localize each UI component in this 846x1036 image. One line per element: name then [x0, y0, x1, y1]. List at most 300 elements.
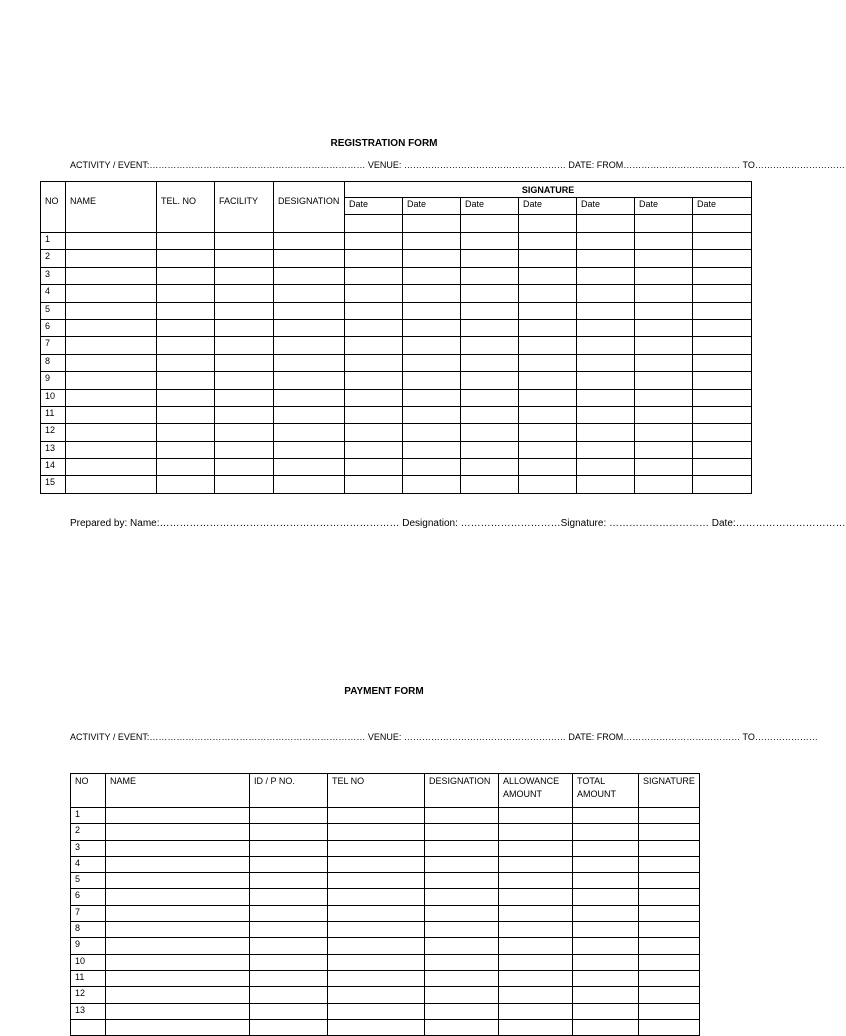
table-cell[interactable]	[635, 302, 693, 319]
signature-blank-cell[interactable]	[577, 215, 635, 233]
table-cell[interactable]	[693, 250, 752, 267]
table-cell[interactable]	[635, 337, 693, 354]
table-cell[interactable]	[250, 905, 328, 921]
table-cell[interactable]	[635, 441, 693, 458]
date-subheader: Date	[519, 198, 577, 215]
table-cell[interactable]	[274, 233, 345, 250]
table-cell[interactable]	[403, 459, 461, 476]
table-cell[interactable]	[106, 905, 250, 921]
table-cell[interactable]	[274, 319, 345, 336]
table-cell[interactable]	[250, 856, 328, 872]
table-cell[interactable]	[106, 856, 250, 872]
table-cell[interactable]	[461, 319, 519, 336]
table-cell[interactable]	[519, 389, 577, 406]
payment-table	[70, 773, 700, 1036]
table-cell[interactable]	[274, 459, 345, 476]
table-cell[interactable]	[157, 337, 215, 354]
table-cell[interactable]	[215, 441, 274, 458]
table-cell[interactable]	[157, 406, 215, 423]
table-cell[interactable]	[693, 406, 752, 423]
table-cell[interactable]	[328, 856, 425, 872]
registration-info-line: ACTIVITY / EVENT:……………………………………………………………… VENUE: ……………………………………………… DATE: FROM………………………………… TO…………………………	[70, 160, 845, 170]
table-cell[interactable]	[577, 389, 635, 406]
table-cell[interactable]	[635, 250, 693, 267]
table-cell[interactable]	[215, 337, 274, 354]
signature-blank-cell[interactable]	[461, 215, 519, 233]
row-number: 12	[41, 424, 66, 441]
pay-col-total-header: TOTAL AMOUNT	[573, 774, 639, 808]
table-cell[interactable]	[693, 441, 752, 458]
table-cell[interactable]	[499, 856, 573, 872]
table-cell[interactable]	[499, 889, 573, 905]
table-cell[interactable]	[66, 354, 157, 371]
table-cell[interactable]	[693, 233, 752, 250]
table-cell[interactable]	[215, 250, 274, 267]
table-cell[interactable]	[499, 1019, 573, 1035]
table-cell[interactable]	[345, 406, 403, 423]
pay-col-no-header: NO	[71, 774, 106, 808]
signature-blank-cell[interactable]	[345, 215, 403, 233]
table-cell[interactable]	[345, 285, 403, 302]
table-cell[interactable]	[639, 889, 700, 905]
table-cell[interactable]	[250, 938, 328, 954]
row-number: 12	[71, 987, 106, 1003]
table-cell[interactable]	[328, 1019, 425, 1035]
table-cell[interactable]	[519, 354, 577, 371]
table-cell[interactable]	[577, 267, 635, 284]
table-cell[interactable]	[328, 987, 425, 1003]
table-cell[interactable]	[425, 856, 499, 872]
table-row	[71, 873, 700, 889]
table-cell[interactable]	[639, 954, 700, 970]
table-cell[interactable]	[693, 337, 752, 354]
table-cell[interactable]	[215, 285, 274, 302]
table-cell[interactable]	[403, 406, 461, 423]
table-cell[interactable]	[215, 424, 274, 441]
table-cell[interactable]	[425, 987, 499, 1003]
table-cell[interactable]	[106, 1003, 250, 1019]
table-cell[interactable]	[66, 441, 157, 458]
table-cell[interactable]	[635, 406, 693, 423]
table-cell[interactable]	[573, 938, 639, 954]
table-cell[interactable]	[573, 856, 639, 872]
table-cell[interactable]	[215, 267, 274, 284]
registration-title: REGISTRATION FORM	[330, 138, 438, 149]
table-cell[interactable]	[425, 905, 499, 921]
table-cell[interactable]	[106, 1019, 250, 1035]
table-cell[interactable]	[635, 424, 693, 441]
table-cell[interactable]	[250, 954, 328, 970]
table-cell[interactable]	[274, 302, 345, 319]
table-row	[71, 938, 700, 954]
table-cell[interactable]	[639, 840, 700, 856]
table-cell[interactable]	[635, 233, 693, 250]
table-cell[interactable]	[215, 319, 274, 336]
table-cell[interactable]	[345, 337, 403, 354]
table-cell[interactable]	[345, 319, 403, 336]
table-cell[interactable]	[425, 824, 499, 840]
row-number: 7	[41, 337, 66, 354]
table-cell[interactable]	[499, 808, 573, 824]
table-cell[interactable]	[519, 302, 577, 319]
pay-col-name-header: NAME	[106, 774, 250, 808]
row-number: 9	[41, 372, 66, 389]
table-cell[interactable]	[425, 970, 499, 986]
table-cell[interactable]	[274, 389, 345, 406]
table-cell[interactable]	[693, 424, 752, 441]
signature-blank-cell[interactable]	[693, 215, 752, 233]
table-cell[interactable]	[157, 285, 215, 302]
table-cell[interactable]	[693, 302, 752, 319]
table-cell[interactable]	[693, 476, 752, 493]
table-cell[interactable]	[403, 267, 461, 284]
table-cell[interactable]	[577, 476, 635, 493]
table-cell[interactable]	[274, 337, 345, 354]
table-cell[interactable]	[157, 459, 215, 476]
table-cell[interactable]	[425, 922, 499, 938]
table-cell[interactable]	[519, 267, 577, 284]
table-cell[interactable]	[573, 840, 639, 856]
table-cell[interactable]	[274, 250, 345, 267]
table-cell[interactable]	[573, 824, 639, 840]
table-cell[interactable]	[693, 459, 752, 476]
table-cell[interactable]	[215, 354, 274, 371]
table-cell[interactable]	[250, 1019, 328, 1035]
table-cell[interactable]	[274, 372, 345, 389]
table-cell[interactable]	[403, 476, 461, 493]
table-cell[interactable]	[106, 938, 250, 954]
table-cell[interactable]	[157, 319, 215, 336]
table-cell[interactable]	[499, 938, 573, 954]
table-cell[interactable]	[499, 922, 573, 938]
table-cell[interactable]	[635, 459, 693, 476]
table-cell[interactable]	[425, 1003, 499, 1019]
table-cell[interactable]	[639, 873, 700, 889]
table-cell[interactable]	[499, 954, 573, 970]
table-cell[interactable]	[499, 1003, 573, 1019]
signature-blank-cell[interactable]	[635, 215, 693, 233]
table-row	[41, 441, 752, 458]
table-cell[interactable]	[66, 406, 157, 423]
table-cell[interactable]	[345, 267, 403, 284]
table-cell[interactable]	[157, 354, 215, 371]
table-cell[interactable]	[499, 905, 573, 921]
table-cell[interactable]	[519, 441, 577, 458]
table-cell[interactable]	[328, 938, 425, 954]
table-cell[interactable]	[461, 337, 519, 354]
table-cell[interactable]	[274, 424, 345, 441]
table-cell[interactable]	[693, 372, 752, 389]
table-cell[interactable]	[639, 1003, 700, 1019]
table-cell[interactable]	[215, 302, 274, 319]
table-cell[interactable]	[519, 406, 577, 423]
table-cell[interactable]	[635, 389, 693, 406]
table-cell[interactable]	[106, 987, 250, 1003]
table-cell[interactable]	[157, 389, 215, 406]
table-cell[interactable]	[328, 970, 425, 986]
table-cell[interactable]	[345, 302, 403, 319]
table-cell[interactable]	[66, 424, 157, 441]
table-cell[interactable]	[106, 808, 250, 824]
table-cell[interactable]	[635, 319, 693, 336]
table-cell[interactable]	[519, 337, 577, 354]
table-cell[interactable]	[499, 824, 573, 840]
table-row	[71, 922, 700, 938]
table-cell[interactable]	[250, 889, 328, 905]
table-cell[interactable]	[250, 808, 328, 824]
table-cell[interactable]	[66, 459, 157, 476]
table-cell[interactable]	[639, 922, 700, 938]
table-cell[interactable]	[250, 970, 328, 986]
table-cell[interactable]	[499, 987, 573, 1003]
table-cell[interactable]	[577, 354, 635, 371]
table-cell[interactable]	[403, 441, 461, 458]
signature-blank-cell[interactable]	[403, 215, 461, 233]
table-cell[interactable]	[328, 1003, 425, 1019]
table-cell[interactable]	[66, 250, 157, 267]
table-cell[interactable]	[425, 938, 499, 954]
table-cell[interactable]	[635, 354, 693, 371]
payment-title: PAYMENT FORM	[344, 686, 424, 697]
table-cell[interactable]	[345, 389, 403, 406]
table-cell[interactable]	[250, 1003, 328, 1019]
table-cell[interactable]	[693, 319, 752, 336]
table-cell[interactable]	[66, 233, 157, 250]
table-row	[41, 459, 752, 476]
table-cell[interactable]	[66, 337, 157, 354]
table-cell[interactable]	[106, 873, 250, 889]
table-cell[interactable]	[106, 889, 250, 905]
table-cell[interactable]	[635, 285, 693, 302]
table-cell[interactable]	[66, 372, 157, 389]
table-cell[interactable]	[157, 302, 215, 319]
table-cell[interactable]	[639, 938, 700, 954]
table-cell[interactable]	[639, 987, 700, 1003]
table-cell[interactable]	[215, 372, 274, 389]
table-cell[interactable]	[425, 889, 499, 905]
table-cell[interactable]	[66, 285, 157, 302]
col-no-header: NO	[41, 182, 66, 233]
table-cell[interactable]	[577, 406, 635, 423]
table-cell[interactable]	[157, 372, 215, 389]
table-cell[interactable]	[461, 372, 519, 389]
table-cell[interactable]	[461, 285, 519, 302]
table-cell[interactable]	[274, 441, 345, 458]
table-cell[interactable]	[635, 267, 693, 284]
signature-blank-cell[interactable]	[519, 215, 577, 233]
table-cell[interactable]	[215, 476, 274, 493]
table-cell[interactable]	[66, 389, 157, 406]
table-cell[interactable]	[577, 285, 635, 302]
row-number: 2	[71, 824, 106, 840]
table-cell[interactable]	[573, 922, 639, 938]
table-cell[interactable]	[639, 808, 700, 824]
table-cell[interactable]	[106, 970, 250, 986]
table-cell[interactable]	[461, 267, 519, 284]
table-cell[interactable]	[274, 354, 345, 371]
table-cell[interactable]	[66, 302, 157, 319]
table-cell[interactable]	[519, 476, 577, 493]
table-row	[41, 476, 752, 493]
table-cell[interactable]	[403, 250, 461, 267]
date-subheader: Date	[403, 198, 461, 215]
table-cell[interactable]	[461, 233, 519, 250]
table-cell[interactable]	[519, 459, 577, 476]
table-cell[interactable]	[573, 1003, 639, 1019]
table-cell[interactable]	[693, 354, 752, 371]
table-cell[interactable]	[425, 840, 499, 856]
table-cell[interactable]	[328, 840, 425, 856]
table-cell[interactable]	[461, 250, 519, 267]
table-cell[interactable]	[157, 476, 215, 493]
table-cell[interactable]	[328, 808, 425, 824]
table-cell[interactable]	[693, 389, 752, 406]
table-cell[interactable]	[519, 372, 577, 389]
table-cell[interactable]	[403, 337, 461, 354]
table-cell[interactable]	[693, 267, 752, 284]
table-cell[interactable]	[66, 476, 157, 493]
row-number: 13	[41, 441, 66, 458]
table-cell[interactable]	[573, 873, 639, 889]
table-cell[interactable]	[250, 922, 328, 938]
table-cell[interactable]	[250, 824, 328, 840]
table-cell[interactable]	[519, 285, 577, 302]
table-cell[interactable]	[639, 856, 700, 872]
table-cell[interactable]	[639, 905, 700, 921]
pay-col-designation-header: DESIGNATION	[425, 774, 499, 808]
table-cell[interactable]	[573, 987, 639, 1003]
table-cell[interactable]	[157, 233, 215, 250]
table-cell[interactable]	[403, 424, 461, 441]
table-cell[interactable]	[157, 424, 215, 441]
table-cell[interactable]	[639, 824, 700, 840]
table-cell[interactable]	[250, 987, 328, 1003]
table-cell[interactable]	[106, 954, 250, 970]
table-cell[interactable]	[274, 285, 345, 302]
table-row	[71, 954, 700, 970]
table-cell[interactable]	[639, 1019, 700, 1035]
table-cell[interactable]	[519, 319, 577, 336]
table-cell[interactable]	[157, 441, 215, 458]
table-cell[interactable]	[345, 250, 403, 267]
table-cell[interactable]	[345, 233, 403, 250]
table-cell[interactable]	[573, 1019, 639, 1035]
table-cell[interactable]	[635, 476, 693, 493]
table-cell[interactable]	[577, 459, 635, 476]
table-cell[interactable]	[345, 372, 403, 389]
table-cell[interactable]	[461, 441, 519, 458]
table-cell[interactable]	[425, 954, 499, 970]
table-cell[interactable]	[461, 424, 519, 441]
table-cell[interactable]	[577, 441, 635, 458]
table-cell[interactable]	[577, 302, 635, 319]
table-cell[interactable]	[499, 873, 573, 889]
table-cell[interactable]	[274, 406, 345, 423]
table-cell[interactable]	[328, 889, 425, 905]
table-cell[interactable]	[215, 233, 274, 250]
table-cell[interactable]	[519, 233, 577, 250]
table-cell[interactable]	[573, 954, 639, 970]
table-cell[interactable]	[106, 824, 250, 840]
table-cell[interactable]	[403, 233, 461, 250]
table-cell[interactable]	[328, 922, 425, 938]
table-cell[interactable]	[345, 424, 403, 441]
table-cell[interactable]	[250, 873, 328, 889]
table-cell[interactable]	[274, 267, 345, 284]
table-cell[interactable]	[461, 476, 519, 493]
table-cell[interactable]	[403, 319, 461, 336]
table-cell[interactable]	[461, 406, 519, 423]
table-cell[interactable]	[573, 808, 639, 824]
table-cell[interactable]	[577, 424, 635, 441]
table-row	[41, 389, 752, 406]
table-cell[interactable]	[403, 389, 461, 406]
table-cell[interactable]	[157, 250, 215, 267]
table-cell[interactable]	[106, 840, 250, 856]
table-cell[interactable]	[345, 459, 403, 476]
table-cell[interactable]	[577, 250, 635, 267]
table-cell[interactable]	[250, 840, 328, 856]
table-cell[interactable]	[328, 905, 425, 921]
table-row	[71, 1019, 700, 1035]
table-cell[interactable]	[106, 922, 250, 938]
table-cell[interactable]	[639, 970, 700, 986]
row-number: 3	[71, 840, 106, 856]
row-number: 7	[71, 905, 106, 921]
table-cell[interactable]	[461, 389, 519, 406]
table-cell[interactable]	[328, 824, 425, 840]
row-number: 11	[41, 406, 66, 423]
table-cell[interactable]	[693, 285, 752, 302]
table-cell[interactable]	[215, 406, 274, 423]
table-cell[interactable]	[577, 337, 635, 354]
table-cell[interactable]	[403, 372, 461, 389]
table-cell[interactable]	[66, 267, 157, 284]
table-cell[interactable]	[499, 840, 573, 856]
table-cell[interactable]	[215, 389, 274, 406]
table-cell[interactable]	[461, 302, 519, 319]
table-cell[interactable]	[461, 354, 519, 371]
table-cell[interactable]	[573, 905, 639, 921]
table-cell[interactable]	[425, 1019, 499, 1035]
table-cell[interactable]	[215, 459, 274, 476]
table-cell[interactable]	[499, 970, 573, 986]
table-cell[interactable]	[328, 873, 425, 889]
table-cell[interactable]	[577, 372, 635, 389]
table-cell[interactable]	[328, 954, 425, 970]
table-cell[interactable]	[403, 302, 461, 319]
table-cell[interactable]	[345, 354, 403, 371]
table-cell[interactable]	[519, 250, 577, 267]
table-cell[interactable]	[573, 970, 639, 986]
table-cell[interactable]	[345, 441, 403, 458]
table-cell[interactable]	[573, 889, 639, 905]
table-cell[interactable]	[635, 372, 693, 389]
table-cell[interactable]	[577, 233, 635, 250]
table-cell[interactable]	[274, 476, 345, 493]
table-cell[interactable]	[403, 285, 461, 302]
table-cell[interactable]	[519, 424, 577, 441]
table-cell[interactable]	[425, 808, 499, 824]
table-cell[interactable]	[461, 459, 519, 476]
table-cell[interactable]	[157, 267, 215, 284]
table-cell[interactable]	[66, 319, 157, 336]
table-cell[interactable]	[577, 319, 635, 336]
table-cell[interactable]	[403, 354, 461, 371]
table-cell[interactable]	[345, 476, 403, 493]
table-cell[interactable]	[425, 873, 499, 889]
row-number: 5	[71, 873, 106, 889]
